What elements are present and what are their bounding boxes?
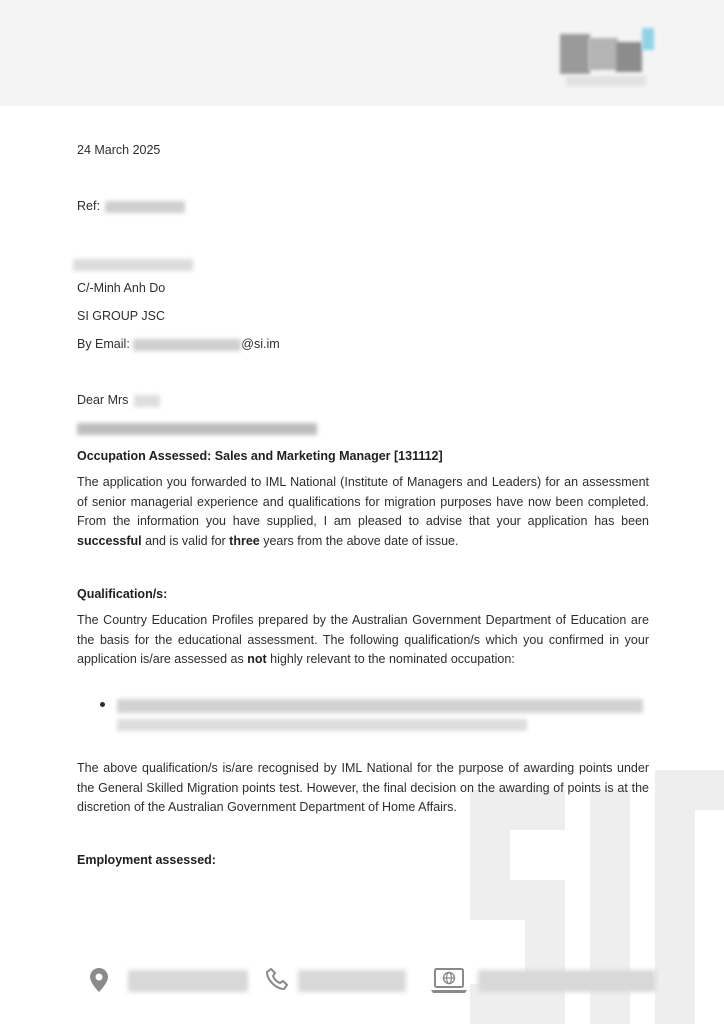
qualification-bullet <box>100 702 105 707</box>
phone-icon <box>266 968 288 990</box>
employment-heading: Employment assessed: <box>77 853 216 867</box>
qualification-heading: Qualification/s: <box>77 587 168 601</box>
redacted-qualification-1 <box>117 699 643 713</box>
redacted-surname <box>134 395 160 407</box>
redacted-recipient <box>73 259 193 271</box>
email-domain: @si.im <box>241 337 280 351</box>
redacted-ref <box>105 201 185 213</box>
intro-text-3: years from the above date of issue. <box>259 533 459 548</box>
email-line <box>77 336 280 352</box>
intro-bold-three: three <box>229 533 260 548</box>
location-pin-icon <box>90 968 108 992</box>
intro-paragraph <box>77 473 649 551</box>
salutation: Dear Mrs <box>77 393 129 407</box>
reference-line <box>77 198 185 214</box>
letter-footer <box>0 958 724 1008</box>
intro-bold-successful: successful <box>77 533 142 548</box>
subject-redacted-line <box>77 420 317 436</box>
redacted-subject <box>77 423 317 435</box>
laptop-globe-icon <box>430 968 468 994</box>
qualification-text-1: The Country Education Profiles prepared by the Australian Government Department of Education are the basis for the educational assessment. The following qualification/s which you confirmed in your application is/are assessed as <box>77 613 649 666</box>
redacted-email-user <box>133 339 241 351</box>
qualification-paragraph <box>77 611 649 670</box>
recipient-name-line <box>77 256 193 272</box>
redacted-address <box>128 970 248 992</box>
redacted-qualification-2 <box>117 719 527 731</box>
intro-text-2: and is valid for <box>141 533 230 548</box>
occupation-heading: Occupation Assessed: Sales and Marketing Manager [131112] <box>77 449 443 463</box>
letterhead-band <box>0 0 724 106</box>
redacted-phone <box>298 970 406 992</box>
qualification-text-2: highly relevant to the nominated occupation: <box>266 652 515 666</box>
letter-date: 24 March 2025 <box>77 143 161 157</box>
redacted-qualification-line-1 <box>117 697 643 713</box>
intro-text-1: The application you forwarded to IML National (Institute of Managers and Leaders) for an assessment of senior managerial experience and qualifications for migration purposes have now been completed. From the information you have supplied, I am pleased to advise that your application has been <box>77 475 649 528</box>
redacted-website <box>478 970 656 992</box>
ref-label: Ref: <box>77 199 100 213</box>
company-logo <box>560 28 654 90</box>
recognition-paragraph: The above qualification/s is/are recognised by IML National for the purpose of awarding points under the General Skilled Migration points test. However, the final decision on the awarding of points is at the discretion of the Australian Government Department of Home Affairs. <box>77 761 649 814</box>
care-of-line: C/-Minh Anh Do <box>77 281 166 295</box>
redacted-qualification-line-2 <box>117 716 527 732</box>
salutation-line <box>77 392 160 408</box>
email-label: By Email: <box>77 337 130 351</box>
company-line: SI GROUP JSC <box>77 309 165 323</box>
qualification-bold-not: not <box>247 652 267 666</box>
